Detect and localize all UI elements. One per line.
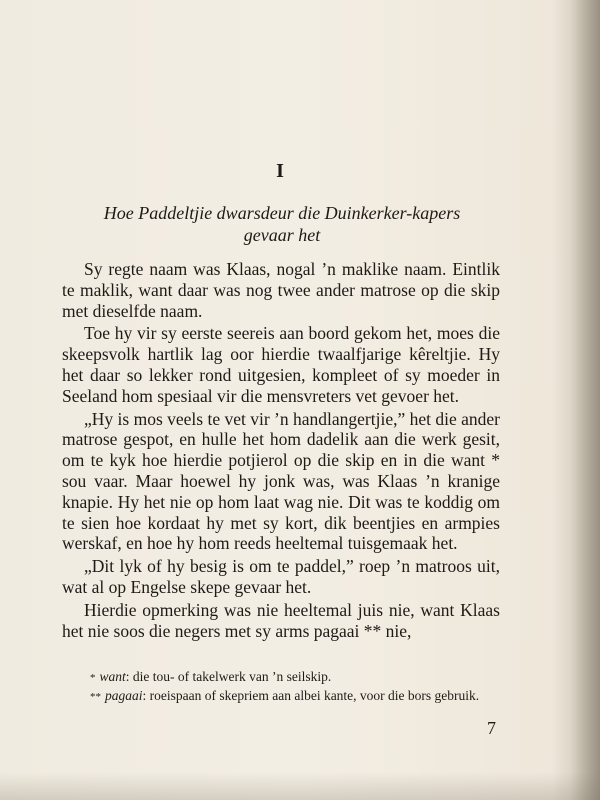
paragraph: „Hy is mos veels te vet vir ’n handlangertjie,” het die ander matrose gespot, en hulle het hom dadelik aan die werk gesit, om te kyk hoe hierdie potjierol op die skip en in die want * sou vaar. Maar hoewel hy jonk was, was Klaas ’n kranige knapie. Hy het nie op hom laat wag nie. Dit was te koddig om te sien hoe kordaat hy met sy kort, dik beentjies en armpies werskaf, en hoe hy hom reeds heeltemal tuisgemaak het. bbox=[62, 408, 500, 554]
footnote-term: want bbox=[99, 669, 126, 684]
footnote bbox=[62, 668, 502, 687]
paragraph: „Dit lyk of hy besig is om te paddel,” roep ’n matroos uit, wat al op Engelse skepe gevaar het. bbox=[62, 556, 500, 597]
footnote-text: : die tou- of takelwerk van ’n seilskip. bbox=[125, 669, 332, 684]
footnote bbox=[62, 687, 502, 706]
chapter-number: I bbox=[276, 160, 284, 182]
footnote-mark: ** bbox=[90, 691, 101, 703]
page-bottom-shadow bbox=[0, 772, 600, 800]
footnote-mark: * bbox=[90, 672, 96, 684]
page-number: 7 bbox=[487, 718, 496, 738]
chapter-title: Hoe Paddeltjie dwarsdeur die Duinkerker-kapers gevaar het bbox=[103, 203, 461, 245]
paragraph: Hierdie opmerking was nie heeltemal juis nie, want Klaas het nie soos die negers met sy arms pagaai ** nie, bbox=[62, 599, 500, 641]
footnotes bbox=[62, 668, 502, 706]
page-edge-shadow bbox=[570, 0, 600, 800]
paragraph: Toe hy vir sy eerste seereis aan boord gekom het, moes die skeepsvolk hartlik lag oor hierdie twaalfjarige kêreltjie. Hy het daar so lekker rond uitgesien, kompleet of sy moeder in Seeland hom spesiaal vir die mensvreters vet gevoer het. bbox=[62, 323, 500, 406]
footnote-term: pagaai bbox=[105, 688, 143, 703]
body-text bbox=[62, 259, 500, 641]
paragraph: Sy regte naam was Klaas, nogal ’n maklike naam. Eintlik te maklik, want daar was nog twee ander matrose op die skip met dieselfde naam. bbox=[62, 259, 500, 321]
footnote-text: : roeispaan of skepriem aan albei kante, voor die bors gebruik. bbox=[142, 688, 480, 703]
